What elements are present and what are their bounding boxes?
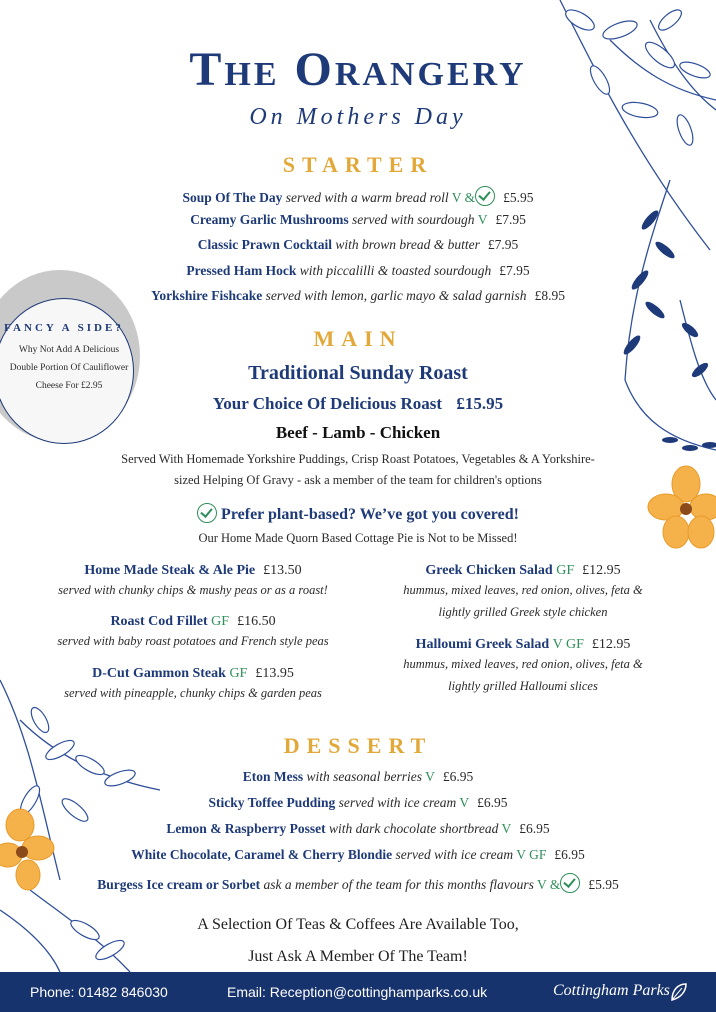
starter-item-tags: V & — [451, 190, 476, 205]
dessert-heading: DESSERT — [283, 733, 433, 758]
dessert-item-price: £6.95 — [554, 847, 585, 862]
main-dish — [378, 637, 668, 697]
main-dish-price: £13.50 — [263, 563, 302, 578]
page-subtitle: On Mothers Day — [249, 104, 467, 130]
starter-item-price: £8.95 — [534, 288, 565, 303]
main-dish-tag: GF — [229, 666, 248, 681]
main-dish-title — [378, 563, 668, 579]
dessert-item — [0, 821, 716, 837]
roast-choice: Your Choice Of Delicious Roast — [212, 394, 443, 413]
main-dish-note: served with chunky chips & mushy peas or as a roast! — [58, 583, 328, 597]
roast-price: £15.95 — [456, 394, 504, 413]
dessert-item-desc: with seasonal berries — [306, 769, 422, 784]
footer-logo: Cottingham Parks — [553, 982, 670, 999]
dessert-item — [0, 873, 716, 893]
dessert-item-name: Lemon & Raspberry Posset — [166, 821, 326, 836]
dessert-item-tags: V GF — [516, 847, 547, 862]
dessert-item-name: Eton Mess — [242, 769, 304, 784]
starter-item-name: Yorkshire Fishcake — [151, 288, 263, 303]
dessert-item-tags: V — [459, 795, 470, 810]
starter-item-name: Classic Prawn Cocktail — [197, 237, 332, 252]
dessert-item-tags: V — [425, 769, 435, 784]
starter-item — [0, 237, 716, 253]
roast-desc-1: Served With Homemade Yorkshire Puddings, Crisp Roast Potatoes, Vegetables & A Yorkshire- — [121, 452, 595, 466]
side-promo-text: Why Not Add A Delicious Double Portion Of Cauliflower Cheese For £2.95 — [9, 345, 129, 391]
dessert-item-desc: ask a member of the team for this months flavours — [263, 877, 534, 892]
roast-desc-2: sized Helping Of Gravy - ask a member of the team for children's options — [174, 473, 542, 487]
vegan-icon — [475, 186, 495, 206]
dessert-item — [0, 769, 716, 785]
main-dish-title — [48, 666, 338, 682]
dessert-item-price: £6.95 — [519, 821, 550, 836]
roast-choice-line — [0, 394, 716, 414]
main-dish-price: £12.95 — [591, 637, 631, 652]
main-dish-price: £13.95 — [255, 666, 294, 681]
main-dish-note: served with baby roast potatoes and French style peas — [57, 634, 329, 648]
main-dish — [48, 614, 338, 652]
leaf-icon — [670, 982, 688, 1002]
starter-heading: STARTER — [282, 152, 434, 177]
main-dish-tag: V GF — [552, 637, 584, 652]
main-heading: MAIN — [313, 326, 403, 351]
main-dish-note-1: hummus, mixed leaves, red onion, olives, feta & — [403, 583, 643, 597]
main-dish-title — [378, 637, 668, 653]
main-dish-note-2: lightly grilled Greek style chicken — [438, 605, 608, 619]
dessert-item-desc: served with ice cream — [338, 795, 457, 810]
starter-item-name: Soup Of The Day — [182, 190, 283, 205]
main-dish-price: £16.50 — [237, 614, 276, 629]
starter-item-desc: served with sourdough — [352, 211, 475, 227]
starter-item — [0, 186, 716, 206]
plant-based-desc: Our Home Made Quorn Based Cottage Pie is Not to be Missed! — [198, 531, 518, 545]
vegan-icon — [560, 873, 580, 893]
starter-item — [0, 263, 716, 279]
starter-item-name: Creamy Garlic Mushrooms — [190, 211, 349, 227]
dessert-item-name: White Chocolate, Caramel & Cherry Blondie — [131, 847, 393, 862]
main-dish-tag: GF — [211, 614, 230, 629]
main-dish-name: D-Cut Gammon Steak — [92, 666, 226, 681]
starter-item-tags: V — [477, 211, 488, 227]
dessert-item-tags: V — [501, 821, 512, 836]
starter-item — [0, 212, 716, 228]
footer-email[interactable]: Email: Reception@cottinghamparks.co.uk — [227, 984, 488, 1000]
footer-bar — [0, 972, 716, 1012]
dessert-item-price: £5.95 — [588, 877, 619, 892]
main-dish-note: served with pineapple, chunky chips & garden peas — [64, 686, 322, 700]
main-dish-title — [48, 563, 338, 579]
starter-item-name: Pressed Ham Hock — [186, 262, 297, 278]
roast-title: Traditional Sunday Roast — [248, 362, 468, 384]
main-dish-tag: GF — [556, 563, 575, 578]
starter-item-price: £7.95 — [495, 211, 526, 227]
main-dish-name: Home Made Steak & Ale Pie — [84, 563, 256, 578]
main-dish — [48, 666, 338, 704]
vegan-icon — [197, 503, 217, 523]
starter-item-price: £5.95 — [503, 190, 534, 205]
dessert-item-name: Sticky Toffee Pudding — [208, 795, 336, 810]
starter-item-price: £7.95 — [487, 237, 519, 252]
starter-item-desc: served with lemon, garlic mayo & salad garnish — [265, 288, 527, 303]
main-dish-name: Roast Cod Fillet — [110, 614, 208, 629]
dessert-item-price: £6.95 — [442, 769, 474, 784]
dessert-item — [0, 847, 716, 863]
main-dish-name: Greek Chicken Salad — [425, 563, 553, 578]
main-dish-note-2: lightly grilled Halloumi slices — [448, 679, 598, 693]
dessert-item — [0, 795, 716, 811]
dessert-item-tags: V & — [537, 877, 561, 892]
plant-based-title: Prefer plant-based? We’ve got you covered! — [221, 506, 519, 523]
footer-phone[interactable]: Phone: 01482 846030 — [30, 984, 168, 1000]
dessert-item-desc: with dark chocolate shortbread — [329, 821, 499, 836]
dessert-item-name: Burgess Ice cream or Sorbet — [97, 877, 261, 892]
dessert-item-desc: served with ice cream — [395, 847, 514, 862]
main-dish-note-1: hummus, mixed leaves, red onion, olives, feta & — [403, 657, 643, 671]
closing-line-1: A Selection Of Teas & Coffees Are Available Too, — [197, 916, 519, 933]
dessert-item-price: £6.95 — [477, 795, 508, 810]
starter-item-desc: with brown bread & butter — [335, 237, 480, 252]
closing-line-2: Just Ask A Member Of The Team! — [248, 948, 468, 965]
main-dish-price: £12.95 — [582, 563, 621, 578]
main-dish — [378, 563, 668, 623]
roast-meats: Beef - Lamb - Chicken — [275, 423, 441, 442]
starter-item-desc: served with a warm bread roll — [285, 190, 449, 205]
starter-item-price: £7.95 — [499, 262, 530, 278]
plant-based-line — [0, 503, 716, 524]
page-title: The Orangery — [189, 43, 527, 96]
main-dish-name: Halloumi Greek Salad — [415, 637, 550, 652]
main-dish — [48, 563, 338, 601]
main-dish-title — [48, 614, 338, 630]
starter-item-desc: with piccalilli & toasted sourdough — [299, 262, 492, 278]
side-promo-heading: FANCY A SIDE? — [4, 322, 124, 334]
